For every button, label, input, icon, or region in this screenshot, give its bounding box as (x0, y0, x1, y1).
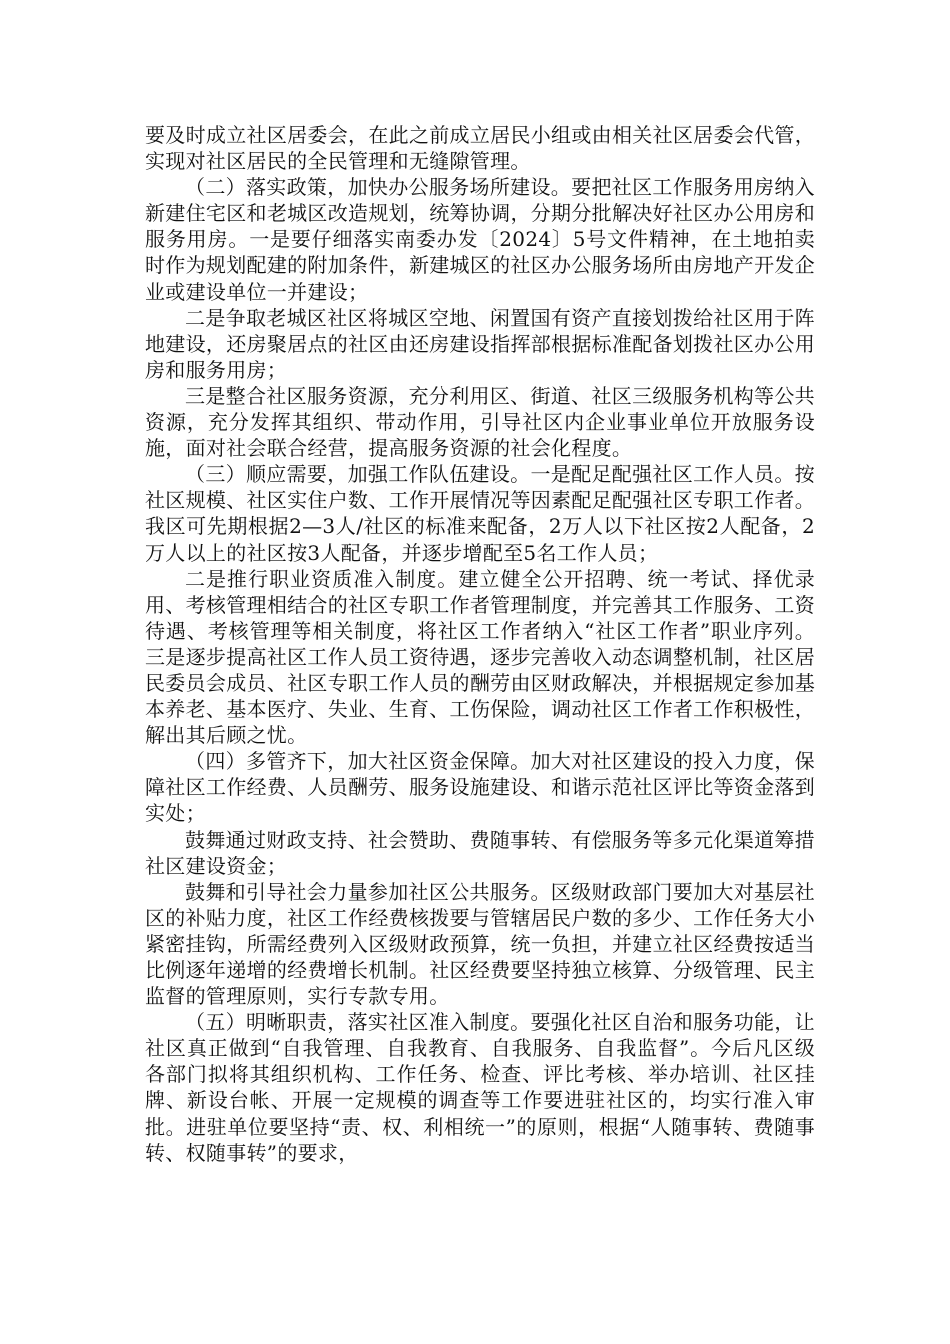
paragraph: 二是争取老城区社区将城区空地、闲置国有资产直接划拨给社区用于阵地建设，还房聚居点的社区由还房建设指挥部根据标准配备划拨社区办公用房和服务用房； (145, 305, 815, 382)
paragraph: 鼓舞通过财政支持、社会赞助、费随事转、有偿服务等多元化渠道筹措社区建设资金； (145, 827, 815, 878)
paragraph: （三）顺应需要，加强工作队伍建设。一是配足配强社区工作人员。按社区规模、社区实住户数、工作开展情况等因素配足配强社区专职工作者。我区可先期根据2—3人/社区的标准来配备，2万人以下社区按2人配备，2万人以上的社区按3人配备，并逐步增配至5名工作人员； (145, 462, 815, 565)
paragraph: （二）落实政策，加快办公服务场所建设。要把社区工作服务用房纳入新建住宅区和老城区改造规划，统筹协调，分期分批解决好社区办公用房和服务用房。一是要仔细落实南委办发〔2024〕5号文件精神，在土地拍卖时作为规划配建的附加条件，新建城区的社区办公服务场所由房地产开发企业或建设单位一并建设； (145, 175, 815, 304)
paragraph: 要及时成立社区居委会，在此之前成立居民小组或由相关社区居委会代管，实现对社区居民的全民管理和无缝隙管理。 (145, 123, 815, 174)
document-body (145, 122, 815, 1166)
paragraph: 鼓舞和引导社会力量参加社区公共服务。区级财政部门要加大对基层社区的补贴力度，社区工作经费核拨要与管辖居民户数的多少、工作任务大小紧密挂钩，所需经费列入区级财政预算，统一负担，并建立社区经费按适当比例逐年递增的经费增长机制。社区经费要坚持独立核算、分级管理、民主监督的管理原则，实行专款专用。 (145, 879, 815, 1009)
paragraph: （四）多管齐下，加大社区资金保障。加大对社区建设的投入力度，保障社区工作经费、人员酬劳、服务设施建设、和谐示范社区评比等资金落到实处； (145, 749, 815, 826)
paragraph: 三是整合社区服务资源，充分利用区、街道、社区三级服务机构等公共资源，充分发挥其组织、带动作用，引导社区内企业事业单位开放服务设施，面对社会联合经营，提高服务资源的社会化程度。 (145, 383, 815, 461)
paragraph: （五）明晰职责，落实社区准入制度。要强化社区自治和服务功能，让社区真正做到“自我管理、自我教育、自我服务、自我监督”。今后凡区级各部门拟将其组织机构、工作任务、检查、评比考核、举办培训、社区挂牌、新设台帐、开展一定规模的调查等工作要进驻社区的，均实行准入审批。进驻单位要坚持“责、权、利相统一”的原则，根据“人随事转、费随事转、权随事转”的要求， (145, 1010, 815, 1165)
paragraph: 二是推行职业资质准入制度。建立健全公开招聘、统一考试、择优录用、考核管理相结合的社区专职工作者管理制度，并完善其工作服务、工资待遇、考核管理等相关制度，将社区工作者纳入“社区工作者”职业序列。三是逐步提高社区工作人员工资待遇，逐步完善收入动态调整机制，社区居民委员会成员、社区专职工作人员的酬劳由区财政解决，并根据规定参加基本养老、基本医疗、失业、生育、工伤保险，调动社区工作者工作积极性，解出其后顾之忧。 (145, 566, 815, 748)
